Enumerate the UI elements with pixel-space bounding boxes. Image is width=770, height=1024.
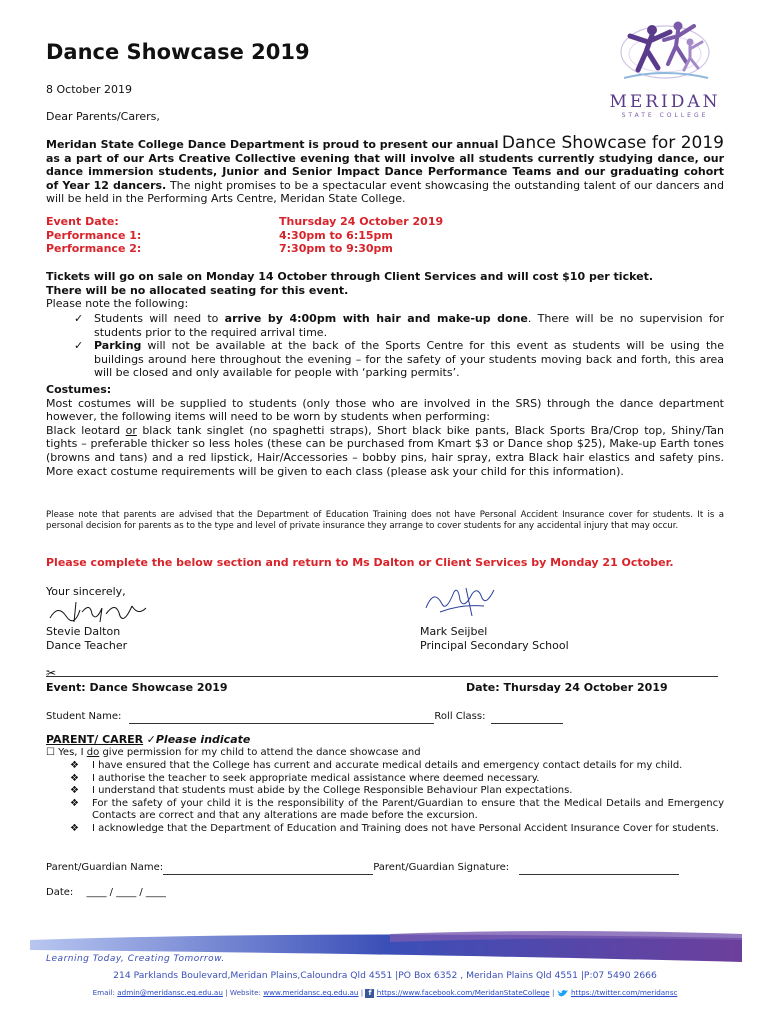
intro-normal-rest: The night promises to be a spectacular event showcasing the outstanding talent of our dancers and will be held in the Performing Arts Centre, Meridan State College.	[46, 178, 725, 206]
permission-do: do	[86, 747, 100, 758]
note-bold: Parking	[94, 339, 142, 353]
note-pre: Students will need to	[94, 312, 219, 325]
schedule-row	[46, 215, 546, 229]
signer-role: Principal Secondary School	[420, 638, 569, 652]
permission-item-text: For the safety of your child it is the responsibility of the Parent/Guardian to ensure that the Medical Details and Emergency Contacts are correct and that any alterations are made before the excursion.	[92, 797, 724, 821]
signer-name: Stevie Dalton	[46, 625, 121, 638]
permission-item	[70, 760, 724, 773]
diamond-bullet-icon: ❖	[70, 760, 79, 771]
separator: |	[551, 988, 555, 997]
email-label: Email:	[92, 988, 115, 997]
closing: Your sincerely,	[46, 585, 126, 598]
student-name-field[interactable]	[129, 713, 434, 724]
permission-item	[70, 785, 724, 798]
schedule-value: 4:30pm to 6:15pm	[279, 228, 393, 242]
guardian-signature-label: Parent/Guardian Signature:	[373, 862, 510, 873]
note-post: will not be available at the back of the Sports Centre for this event as students will be using the buildings around here throughout the evening – for the safety of your students moving back and forth, this area will be closed and only available for people with ‘parking permits’.	[94, 339, 724, 380]
facebook-link[interactable]: https://www.facebook.com/MeridanStateCollege	[376, 988, 550, 997]
schedule-label: Performance 1:	[46, 228, 142, 242]
permission-row[interactable]	[46, 747, 421, 760]
schedule	[46, 215, 546, 256]
logo-name: MERIDAN	[609, 92, 721, 112]
costumes-section	[46, 383, 724, 478]
page-title: Dance Showcase 2019	[46, 40, 310, 64]
diamond-bullet-icon: ❖	[70, 772, 79, 784]
separator: |	[360, 988, 364, 997]
college-logo	[590, 12, 740, 119]
permission-list	[70, 760, 724, 835]
signer-role: Dance Teacher	[46, 638, 128, 652]
form-event: Event: Dance Showcase 2019	[46, 681, 228, 694]
please-indicate: ✓Please indicate	[146, 733, 251, 746]
dancers-logo-icon	[590, 12, 740, 84]
schedule-value: 7:30pm to 9:30pm	[279, 242, 393, 256]
website-link[interactable]: www.meridansc.eq.edu.au	[263, 988, 359, 997]
guardian-name-field[interactable]	[163, 864, 373, 875]
costumes-p2	[46, 424, 724, 478]
signer-seijbel	[420, 625, 569, 652]
email-link[interactable]: admin@meridansc.eq.edu.au	[117, 988, 223, 997]
signature-dalton-icon	[46, 596, 156, 626]
schedule-row	[46, 242, 546, 256]
costumes-items: black tank singlet (no spaghetti straps), Short black bike pants, Black Sports Bra/Crop top, Shiny/Tan tights – preferable thicker so less holes (these can be purchased from Kmart $3 or Dance shop $25), Make-up Earth tones (browns and tans) and a red lipstick, Hair/Accessories – bobby pins, hair spray, extra Black hair elastics and safety pins. More exact costume requirements will be given to each class (please ask your child for this information).	[46, 423, 724, 478]
permission-checkbox[interactable]: ☐ Yes, I	[46, 747, 84, 758]
note-post: . There will be no supervision for students prior to the required arrival time.	[94, 312, 724, 339]
intro-bold-rest: a part of our Arts Creative Collective evening that will involve all students currently studying dance, our dance immersion students, Junior and Senior Impact Dance Performance Teams and our graduating cohort of Year 12 dancers.	[46, 151, 725, 192]
footer-tagline: Learning Today, Creating Tomorrow.	[46, 954, 225, 964]
letter-date: 8 October 2019	[46, 83, 133, 96]
note-bold: arrive by 4:00pm with hair and make-up done	[224, 312, 528, 325]
date-label: Date:	[46, 887, 74, 898]
website-label: | Website:	[225, 988, 261, 997]
checkmark-icon: ✓	[74, 339, 84, 353]
tickets-line2: There will be no allocated seating for this event.	[46, 283, 349, 297]
guardian-signature-field[interactable]	[519, 864, 679, 875]
insurance-note: Please note that parents are advised that the Department of Education Training does not have Personal Accident Insurance cover for students. It is a personal decision for parents as to the type and level of private insurance they arrange to cover students for any accidental injury that may occur.	[46, 510, 724, 531]
costumes-or: or	[125, 423, 137, 437]
permission-text: give permission for my child to attend the dance showcase and	[102, 747, 421, 758]
roll-class-label: Roll Class:	[434, 711, 486, 722]
guardian-name-label: Parent/Guardian Name:	[46, 862, 164, 873]
student-row	[46, 711, 563, 724]
diamond-bullet-icon: ❖	[70, 797, 79, 809]
signer-name: Mark Seijbel	[420, 625, 488, 638]
permission-item-text: I understand that students must abide by the College Responsible Behaviour Plan expectations.	[92, 785, 573, 796]
permission-item	[70, 823, 724, 836]
footer-links	[0, 988, 770, 998]
return-note: Please complete the below section and return to Ms Dalton or Client Services by Monday 21 October.	[46, 556, 674, 569]
checkmark-icon: ✓	[74, 312, 84, 325]
signature-seijbel-icon	[420, 582, 510, 622]
signer-dalton	[46, 625, 127, 652]
intro-as: as	[46, 151, 60, 165]
tickets-line1: Tickets will go on sale on Monday 14 October through Client Services and will cost $10 per ticket.	[46, 270, 654, 283]
schedule-row	[46, 229, 546, 243]
parent-heading: PARENT/ CARER	[46, 733, 144, 746]
date-field[interactable]: ____ / ____ / ____	[86, 887, 166, 898]
tickets-section	[46, 270, 724, 311]
twitter-link[interactable]: https://twitter.com/meridansc	[570, 988, 678, 997]
form-date: Date: Thursday 24 October 2019	[466, 681, 668, 694]
facebook-icon: f	[365, 989, 374, 998]
diamond-bullet-icon: ❖	[70, 785, 79, 796]
cut-line	[46, 664, 718, 680]
footer-address: 214 Parklands Boulevard,Meridan Plains,Caloundra Qld 4551 |PO Box 6352 , Meridan Plains Qld 4551 |P:07 5490 2666	[113, 970, 657, 981]
logo-subtitle: STATE COLLEGE	[621, 112, 709, 119]
notes-list	[74, 312, 724, 380]
greeting: Dear Parents/Carers,	[46, 110, 160, 123]
intro-big: Dance Showcase for 2019	[501, 133, 724, 153]
parent-heading-row	[46, 733, 250, 747]
intro-paragraph	[46, 133, 725, 206]
date-row	[46, 887, 166, 900]
intro-lead: Meridan State College Dance Department is proud to present our annual	[46, 138, 499, 151]
costumes-p1: Most costumes will be supplied to students (only those who are involved in the SRS) through the dance department however, the following items will need to be worn by students when performing:	[46, 396, 724, 424]
costumes-heading: Costumes:	[46, 383, 112, 396]
permission-item	[70, 798, 724, 823]
permission-item	[70, 773, 724, 786]
diamond-bullet-icon: ❖	[70, 822, 79, 834]
student-name-label: Student Name:	[46, 711, 122, 722]
schedule-label: Event Date:	[46, 215, 119, 228]
costumes-leotard: Black leotard	[46, 423, 121, 437]
schedule-value: Thursday 24 October 2019	[279, 215, 444, 228]
twitter-icon	[557, 988, 569, 998]
roll-class-field[interactable]	[491, 713, 563, 724]
note-item	[74, 339, 724, 380]
tickets-note: Please note the following:	[46, 297, 189, 311]
schedule-label: Performance 2:	[46, 242, 142, 256]
permission-item-text: I acknowledge that the Department of Education and Training does not have Personal Accident Insurance Cover for students.	[92, 822, 719, 834]
permission-item-text: I have ensured that the College has current and accurate medical details and emergency contact details for my child.	[92, 760, 683, 771]
permission-item-text: I authorise the teacher to seek appropriate medical assistance where deemed necessary.	[92, 772, 540, 784]
note-item	[74, 312, 724, 339]
guardian-row	[46, 862, 679, 875]
scissors-icon: ✂	[46, 666, 57, 680]
